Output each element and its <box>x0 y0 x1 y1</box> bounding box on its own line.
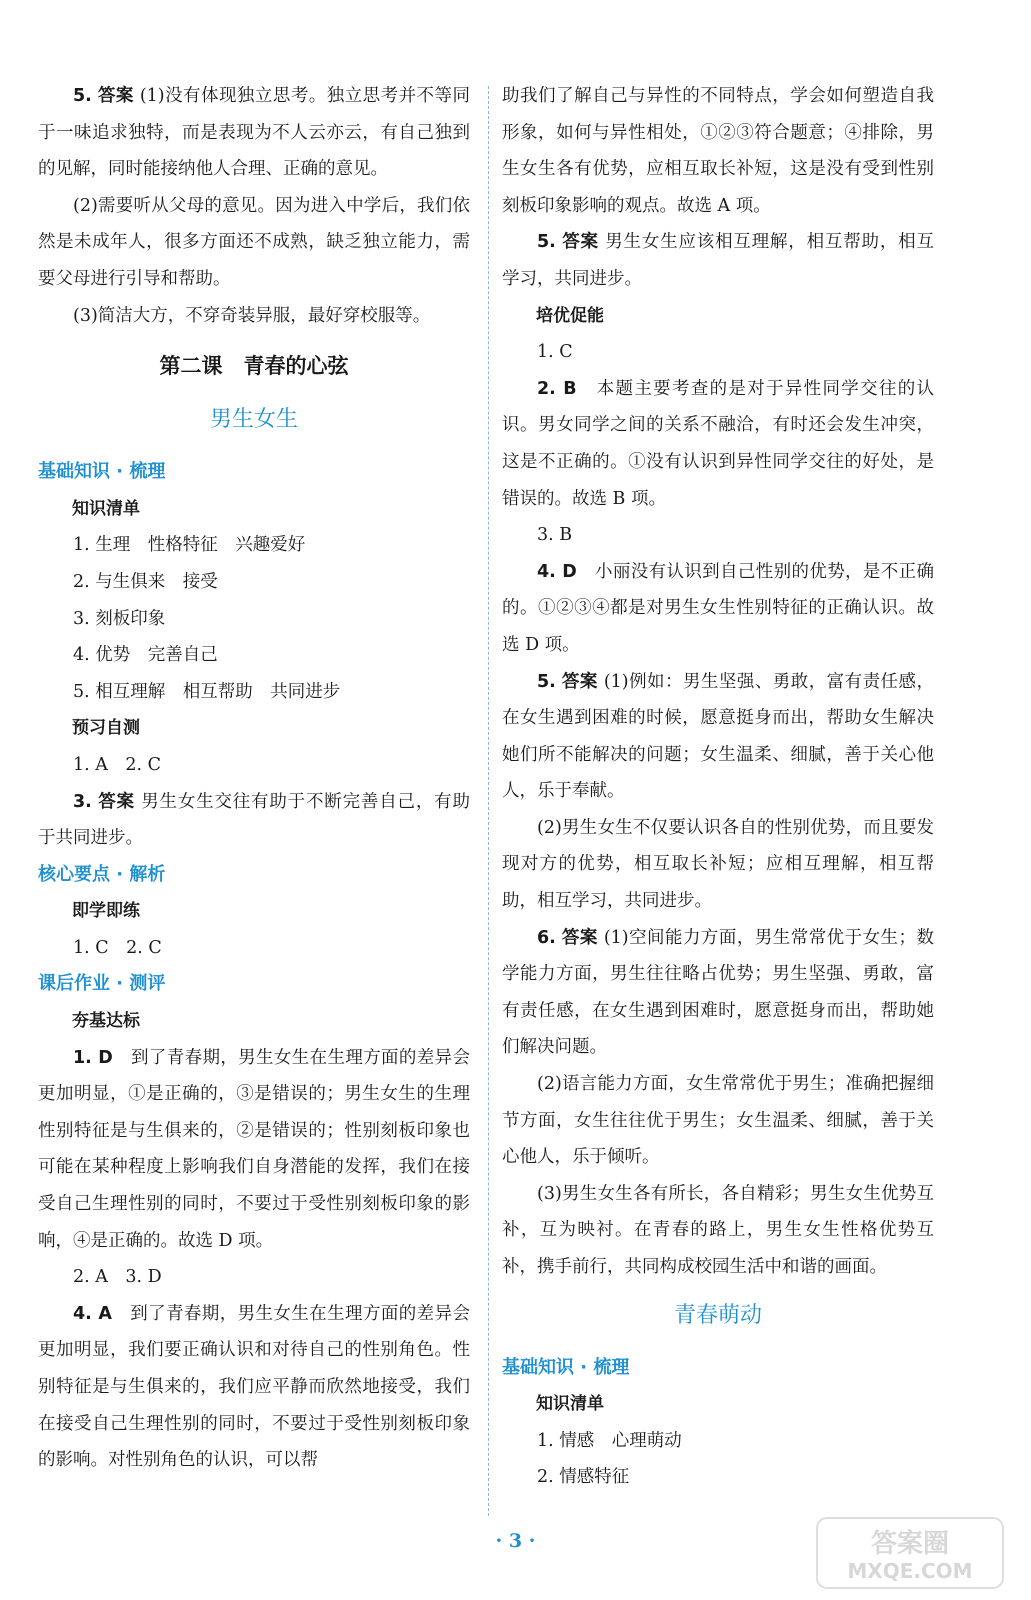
section-heading-core: 核心要点 · 解析 <box>38 863 166 885</box>
knowledge-item-2-1: 1. 情感 心理萌动 <box>537 1430 682 1451</box>
knowledge-item-1: 1. 生理 性格特征 兴趣爱好 <box>73 535 306 556</box>
answer-tag: 答案 <box>561 671 598 692</box>
answer-text: 到了青春期，男生女生在生理方面的差异会更加明显，我们要正确认识和对待自己的性别角色。性别特征是与生俱来的，我们应平静而欣然地接受，我们在接受自己生理性别的同时，不要过于受性别刻板印象的影响。对性别角色的认识，可以帮 <box>38 1303 470 1471</box>
homework-answer-5 <box>502 224 934 297</box>
item-number: 4. D <box>537 561 577 582</box>
answer-5-part2: (2)需要听从父母的意见。因为进入中学后，我们依然是未成年人，很多方面还不成熟，缺乏独立能力，需要父母进行引导和帮助。 <box>38 195 470 289</box>
homework-answer-4 <box>38 1296 470 1479</box>
item-number: 1. D <box>73 1047 113 1068</box>
svg-text:MXQE.COM: MXQE.COM <box>847 1559 973 1583</box>
knowledge-item-2-2: 2. 情感特征 <box>537 1467 630 1488</box>
answer-text: 男生女生交往有助于不断完善自己，有助于共同进步。 <box>38 791 470 849</box>
subheading-practice: 即学即练 <box>72 901 140 922</box>
advanced-answer-6-part2: (2)语言能力方面，女生常常优于男生；准确把握细节方面，女生往往优于男生；女生温柔、细腻，善于关心他人，乐于倾听。 <box>502 1074 934 1168</box>
item-number: 5. <box>537 232 556 253</box>
subheading-preview-test: 预习自测 <box>72 718 140 739</box>
homework-answers-2-3: 2. A 3. D <box>73 1267 162 1288</box>
advanced-answer-2 <box>502 371 934 517</box>
answer-text: 本题主要考查的是对于异性同学交往的认识。男女同学之间的关系不融洽，有时还会发生冲突，这是不正确的。①没有认识到异性同学交往的好处，是错误的。故选 B 项。 <box>502 378 935 509</box>
answer-tag: 答案 <box>98 791 135 812</box>
section-heading-homework: 课后作业 · 测评 <box>38 973 166 995</box>
preview-answers-1-2: 1. A 2. C <box>73 754 162 775</box>
answer-5-part1 <box>38 78 470 188</box>
answer-tag: 答案 <box>97 86 134 106</box>
answer-tag: 答案 <box>561 927 598 948</box>
item-number: 3. <box>73 791 92 812</box>
subheading-advanced: 培优促能 <box>536 305 604 326</box>
subheading-foundation: 夯基达标 <box>72 1011 140 1032</box>
knowledge-item-3: 3. 刻板印象 <box>73 608 166 629</box>
advanced-answer-3: 3. B <box>537 525 573 546</box>
homework-answer-1 <box>38 1040 470 1260</box>
preview-answer-3 <box>38 784 470 857</box>
item-number: 5. <box>537 671 556 692</box>
item-number: 4. A <box>73 1303 112 1324</box>
answer-text: (1)空间能力方面，男生常常优于女生；数学能力方面，男生往往略占优势；男生坚强、勇敢，富有责任感，在女生遇到困难时，愿意挺身而出，帮助她们解决问题。 <box>502 927 934 1058</box>
answer-text: (1)例如：男生坚强、勇敢，富有责任感，在女生遇到困难的时候，愿意挺身而出，帮助女生解决她们所不能解决的问题；女生温柔、细腻，善于关心他人，乐于奉献。 <box>502 671 934 802</box>
subheading-knowledge-list-2: 知识清单 <box>536 1394 604 1415</box>
item-number: 6. <box>537 927 556 948</box>
knowledge-item-5: 5. 相互理解 相互帮助 共同进步 <box>73 681 341 702</box>
advanced-answer-4 <box>502 554 934 664</box>
left-column <box>38 78 470 1479</box>
column-divider <box>488 86 489 1516</box>
subheading-knowledge-list: 知识清单 <box>72 498 140 519</box>
practice-answers: 1. C 2. C <box>73 937 162 958</box>
knowledge-item-4: 4. 优势 完善自己 <box>73 645 218 666</box>
advanced-answer-5-part1 <box>502 664 934 810</box>
answer-tag: 答案 <box>562 232 599 253</box>
advanced-answer-1: 1. C <box>537 342 573 363</box>
answer-5-part3: (3)简洁大方，不穿奇装异服，最好穿校服等。 <box>73 305 431 326</box>
item-number: 5. <box>73 86 92 106</box>
topic-title-youth: 青春萌动 <box>673 1302 762 1328</box>
right-column <box>502 78 934 1496</box>
section-heading-basic-2: 基础知识 · 梳理 <box>502 1356 630 1378</box>
answer-text: 小丽没有认识到自己性别的优势，是不正确的。①②③④都是对男生女生性别特征的正确认识。故选 D 项。 <box>502 561 934 655</box>
lesson-title: 第二课 青春的心弦 <box>159 354 349 379</box>
section-heading-basic: 基础知识 · 梳理 <box>38 461 166 483</box>
answer-text: 到了青春期，男生女生在生理方面的差异会更加明显，①是正确的，③是错误的；男生女生的生理性别特征是与生俱来的，②是错误的；性别刻板印象也可能在某种程度上影响我们自身潜能的发挥，我们在接受自己生理性别的同时，不要过于受性别刻板印象的影响，④是正确的。故选 D 项。 <box>38 1047 470 1251</box>
svg-text:答案圈: 答案圈 <box>870 1529 950 1559</box>
answer-text: 男生女生应该相互理解，相互帮助，相互学习，共同进步。 <box>502 232 934 289</box>
watermark-logo-icon <box>815 1514 1005 1592</box>
advanced-answer-6-part3: (3)男生女生各有所长，各自精彩；男生女生优势互补，互为映衬。在青春的路上，男生女生性格优势互补，携手前行，共同构成校园生活中和谐的画面。 <box>502 1183 934 1277</box>
advanced-answer-6-part1 <box>502 920 934 1066</box>
topic-title-boys-girls: 男生女生 <box>209 407 298 433</box>
knowledge-item-2: 2. 与生俱来 接受 <box>73 571 218 592</box>
page-number: · 3 · <box>495 1530 536 1552</box>
item-number: 2. B <box>537 378 577 399</box>
homework-answer-4-cont: 助我们了解自己与异性的不同特点，学会如何塑造自我形象，如何与异性相处，①②③符合题意；④排除，男生女生各有优势，应相互取长补短，这是没有受到性别刻板印象影响的观点。故选 A 项。 <box>502 86 934 216</box>
answer-text: (1)没有体现独立思考。独立思考并不等同于一味追求独特，而是表现为不人云亦云，有自己独到的见解，同时能接纳他人合理、正确的意见。 <box>38 86 470 180</box>
advanced-answer-5-part2: (2)男生女生不仅要认识各自的性别优势，而且要发现对方的优势，相互取长补短；应相互理解，相互帮助，相互学习，共同进步。 <box>502 817 934 912</box>
